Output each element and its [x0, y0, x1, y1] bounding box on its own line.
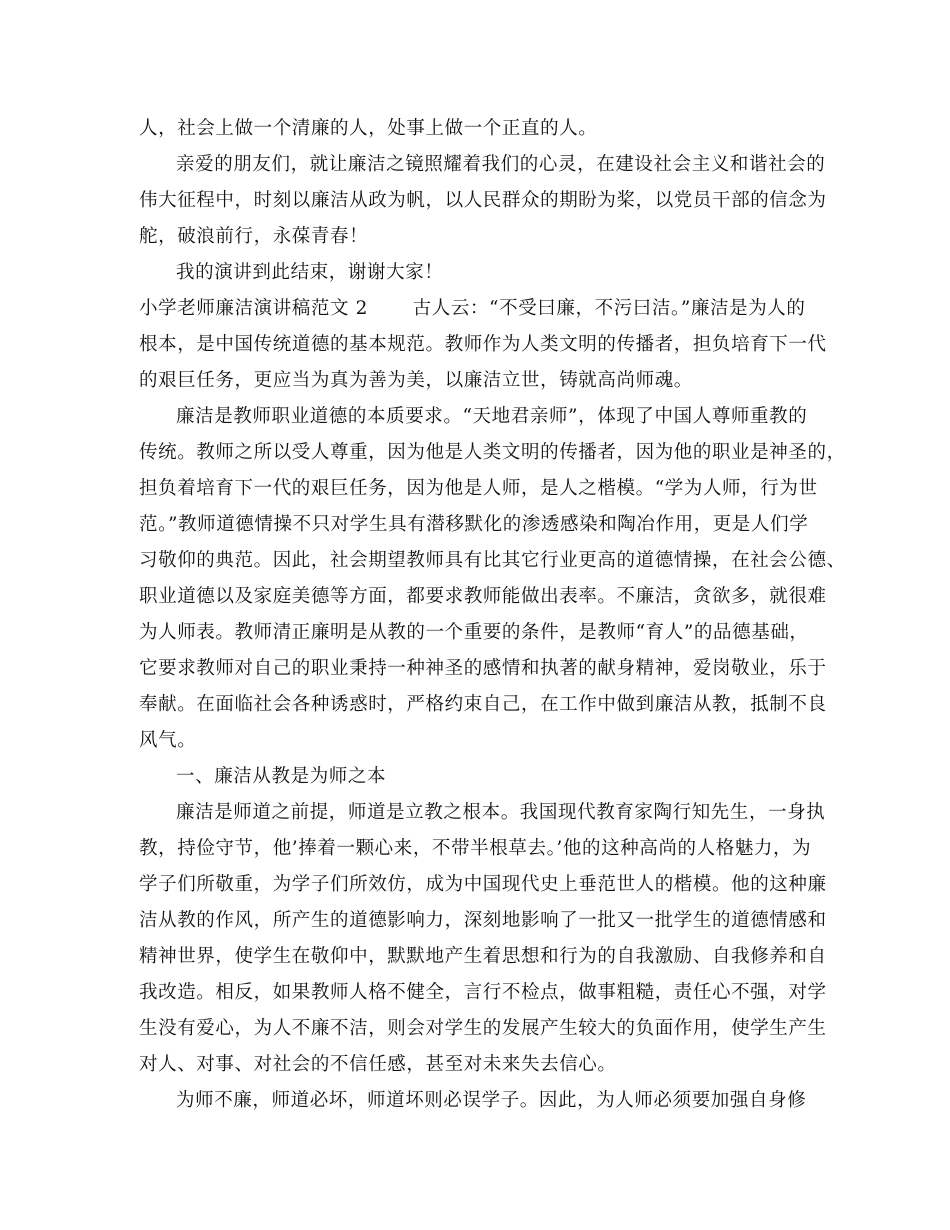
text-line: 为师不廉，师道必坏，师道坏则必误学子。因此，为人师必须要加强自身修: [176, 1090, 807, 1111]
text-line: 我的演讲到此结束，谢谢大家！: [176, 262, 444, 283]
text-line: 洁从教的作风，所产生的道德影响力，深刻地影响了一批又一批学生的道德情感和: [139, 910, 827, 931]
text-line: 担负着培育下一代的艰巨任务，因为他是人师，是人之楷模。“学为人师，行为世: [139, 478, 818, 499]
text-line: 习敬仰的典范。因此，社会期望教师具有比其它行业更高的道德情操，在社会公德、: [139, 550, 846, 571]
section-title-line: 小学老师廉洁演讲稿范文 2 古人云：“不受曰廉，不污曰洁。”廉洁是为人的: [139, 298, 806, 319]
text-line: 奉献。在面临社会各种诱惑时，严格约束自己，在工作中做到廉洁从教，抵制不良: [139, 694, 827, 715]
text-line: 范。”教师道德情操不只对学生具有潜移默化的渗透感染和陶冶作用，更是人们学: [139, 514, 809, 535]
text-line: 根本，是中国传统道德的基本规范。教师作为人类文明的传播者，担负培育下一代: [139, 334, 827, 355]
text-line: 为人师表。教师清正廉明是从教的一个重要的条件，是教师“育人”的品德基础，: [139, 622, 809, 643]
text-line: 传统。教师之所以受人尊重，因为他是人类文明的传播者，因为他的职业是神圣的，: [139, 442, 846, 463]
text-line: 廉洁是师道之前提，师道是立教之根本。我国现代教育家陶行知先生，一身执: [176, 802, 826, 823]
text-line: 人，社会上做一个清廉的人，处事上做一个正直的人。: [139, 118, 598, 139]
text-line: 舵，破浪前行，永葆青春！: [139, 226, 369, 247]
text-line: 教，持俭守节，他’捧着一颗心来，不带半根草去。’他的这种高尚的人格魅力，为: [139, 838, 812, 859]
text-line: 生没有爱心，为人不廉不洁，则会对学生的发展产生较大的负面作用，使学生产生: [139, 1018, 827, 1039]
text-line: 学子们所敬重，为学子们所效仿，成为中国现代史上垂范世人的楷模。他的这种廉: [139, 874, 827, 895]
text-line: 对人、对事、对社会的不信任感，甚至对未来失去信心。: [139, 1054, 617, 1075]
text-line: 精神世界，使学生在敬仰中，默默地产生着思想和行为的自我激励、自我修养和自: [139, 946, 827, 967]
text-line: 亲爱的朋友们，就让廉洁之镜照耀着我们的心灵，在建设社会主义和谐社会的: [176, 154, 826, 175]
text-line: 廉洁是教师职业道德的本质要求。“天地君亲师”，体现了中国人尊师重教的: [176, 406, 808, 427]
text-line: 职业道德以及家庭美德等方面，都要求教师能做出表率。不廉洁，贪欲多，就很难: [139, 586, 827, 607]
text-line: 我改造。相反，如果教师人格不健全，言行不检点，做事粗糙，责任心不强，对学: [139, 982, 827, 1003]
text-line: 伟大征程中，时刻以廉洁从政为帆，以人民群众的期盼为桨，以党员干部的信念为: [139, 190, 827, 211]
section-heading: 一、廉洁从教是为师之本: [176, 766, 387, 787]
text-line: 它要求教师对自己的职业秉持一种神圣的感情和执著的献身精神，爱岗敬业，乐于: [139, 658, 827, 679]
text-line: 风气。: [139, 730, 197, 751]
text-line: 的艰巨任务，更应当为真为善为美，以廉洁立世，铸就高尚师魂。: [139, 370, 693, 391]
